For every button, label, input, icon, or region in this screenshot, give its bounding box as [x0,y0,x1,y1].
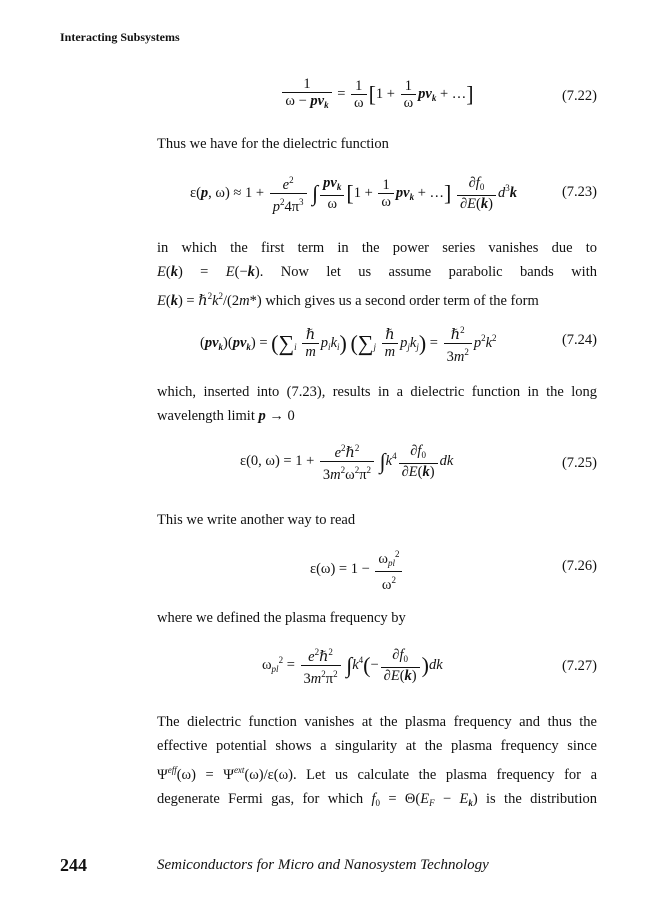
equation-7-23: ε(p, ω) ≈ 1 + $\frac{e^2}{p^24\pi^3}$ ∫ $\frac{pv_k}{\omega}$ [1 + $\frac{1}{\omega}$ $pv_k$ + …] $\frac{\partial f_0}{\partial E(k)}$ $d^3k$ [190,172,570,215]
paragraph-5: where we defined the plasma frequency by [157,610,406,626]
equation-7-26: ε(ω) = 1 − $\frac{\omega_{pl}^2}{\omega^2}$ [310,546,510,593]
paragraph-6-line-1: The dielectric function vanishes at the plasma frequency and thus the [157,714,597,730]
equation-number-7-25: (7.25) [561,455,597,471]
paragraph-3-line-1: which, inserted into (7.23), results in a dielectric function in the long [157,384,597,400]
paragraph-6: The dielectric function vanishes at the plasma frequency and thus the effective potential shows a singularity at the plasma frequency since $\Psi^{eff}(\omega) = \Psi^{ext}(\omega)/\varepsilon(\omega)$. Let us calculate the plasma frequency for a degenerate Fermi gas, for which $f_0 = \Theta(E_F - E_k)$ is the distribution [157,714,598,808]
paragraph-3: which, inserted into (7.23), results in a dielectric function in the long wavelength limit p → 0 [157,384,597,424]
paragraph-6-line-2: effective potential shows a singularity at the plasma frequency since [157,738,597,754]
equation-number-7-27: (7.27) [561,658,597,674]
paragraph-2-line-3: which gives us a second order term of the form [265,293,539,309]
paragraph-6-line-4b: is the distribution [486,791,597,807]
paragraph-2: in which the first term in the power series vanishes due to E(k) = E(−k). Now let us assume parabolic bands with $E(k) = \hbar^2k^2/(2m*)$ which gives us a second order term of the form [157,240,597,309]
page-number: 244 [60,855,87,875]
equation-number-7-24: (7.24) [561,332,597,348]
paragraph-2-line-2: . Now let us assume parabolic bands with [259,264,597,280]
equation-number-7-22: (7.22) [561,88,597,104]
paragraph-1: Thus we have for the dielectric function [157,136,389,152]
equation-7-27: $\omega_{pl}^2$ = $\frac{e^2\hbar^2}{3m^2\pi^2}$ $\int k^4(-$ $\frac{\partial f_0}{\partial E(k)}$ )dk [262,644,562,687]
paragraph-3-line-2: wavelength limit [157,408,255,424]
equation-7-25: ε(0, ω) = 1 + $\frac{e^2\hbar^2}{3m^2\omega^2\pi^2}$ $\int k^4$ $\frac{\partial f_0}{\partial E(k)}$ dk [240,440,540,483]
equation-7-22: $\frac{1}{\omega - pv_k}$ = $\frac{1}{\omega}$ [1 + $\frac{1}{\omega}$ $pv_k$ + …] [157,76,597,113]
book-title: Semiconductors for Micro and Nanosystem Technology [157,857,489,873]
running-head: Interacting Subsystems [60,30,180,44]
equation-7-24: $(pv_k)(pv_k) = (\sum_i$ $\frac{\text{ℏ}}{m}$ $p_ik_i$) ($\sum_j$ $\frac{\text{ℏ}}{m}$ $p_jk_j$) = $\frac{\hbar^2}{3m^2}$ $p^2k^2$ [200,322,580,365]
paragraph-6-line-3: . Let us calculate the plasma frequency for a [292,767,598,783]
equation-number-7-26: (7.26) [561,558,597,574]
paragraph-2-line-1: in which the first term in the power series vanishes due to [157,240,597,256]
paragraph-4: This we write another way to read [157,512,356,528]
paragraph-6-line-4a: degenerate Fermi gas, for which [157,791,364,807]
equation-number-7-23: (7.23) [561,184,597,200]
